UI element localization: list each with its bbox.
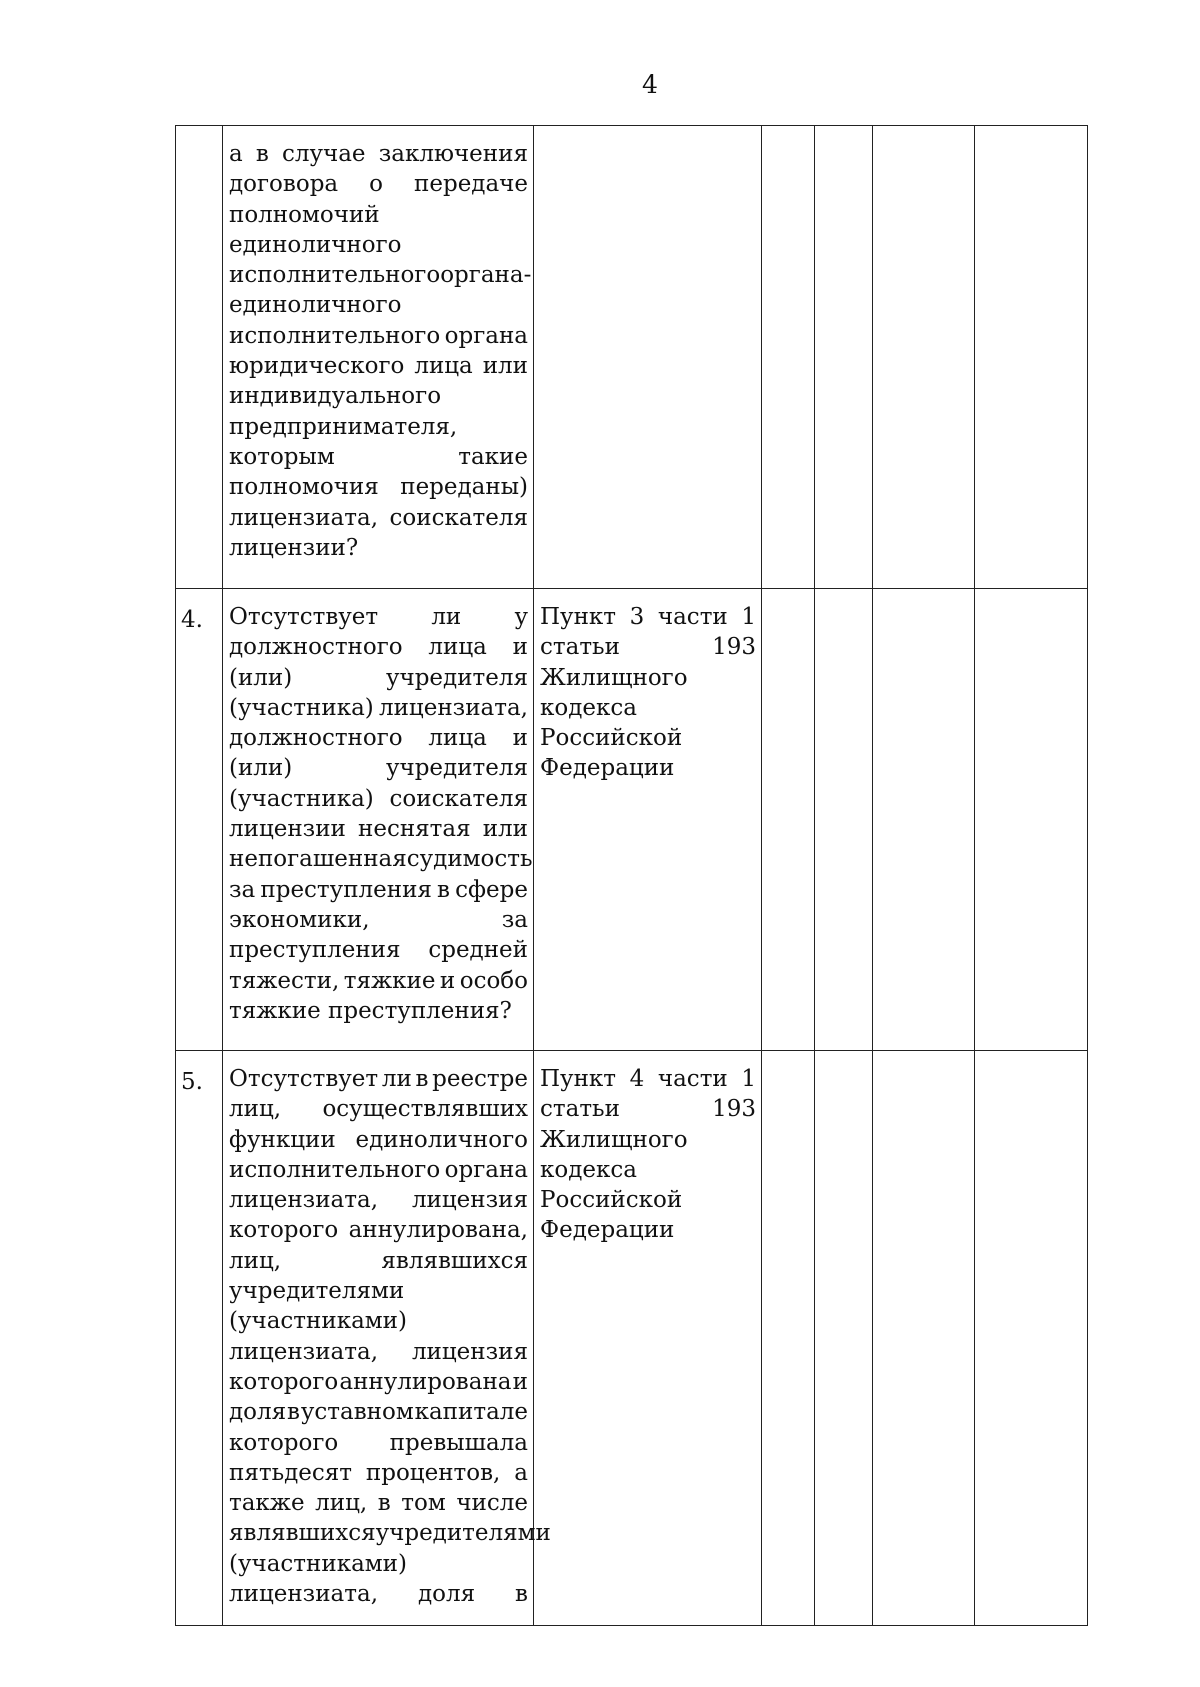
question-text-line: лицензии? xyxy=(229,534,359,561)
question-text-line: экономики, за xyxy=(229,906,528,933)
answer-cell-3 xyxy=(873,589,975,1051)
legal-basis-text-line: Российской xyxy=(540,1187,683,1214)
legal-basis-text-line: Пункт 3 части 1 xyxy=(540,604,756,630)
legal-basis-text-line: Жилищного xyxy=(540,1126,688,1153)
question-text-line: тяжести, тяжкие и особо xyxy=(229,967,528,994)
question-text-line: которого аннулирована, xyxy=(229,1217,528,1244)
question-text-line: непогашенная судимость xyxy=(229,846,533,873)
question-text-line: за преступления в сфере xyxy=(229,876,528,903)
question-text-line: (или) учредителя xyxy=(229,755,528,782)
question-text-line: функции единоличного xyxy=(229,1126,528,1153)
answer-cell-2 xyxy=(815,126,873,589)
checklist-table-body xyxy=(176,126,1088,1626)
question-text-line: пятьдесят процентов, а xyxy=(229,1459,528,1486)
question-text-line: лицензиата, соискателя xyxy=(229,504,528,531)
question-text-line: полномочия переданы) xyxy=(229,474,528,501)
table-row xyxy=(176,126,1088,589)
table-row xyxy=(176,589,1088,1051)
question-text-line: являвшихся учредителями xyxy=(229,1520,551,1547)
legal-basis-text-line: Российской xyxy=(540,725,683,752)
question-text-line: юридического лица или xyxy=(229,353,528,380)
question-text-line: которого превышала xyxy=(229,1429,528,1456)
question-text-line: исполнительного органа xyxy=(229,322,528,349)
question-text-line: лиц, являвшихся xyxy=(229,1247,528,1274)
question-text-line: (участниками) xyxy=(229,1308,407,1335)
question-text-line: (участника) соискателя xyxy=(229,785,528,812)
question-text-line: которого аннулирована и xyxy=(229,1368,528,1395)
question-text-line: доля в уставном капитале xyxy=(229,1399,528,1426)
question-text-line: а в случае заключения xyxy=(229,141,528,167)
question-text-line: единоличного xyxy=(229,231,402,258)
question-text-line: лицензиата, доля в xyxy=(229,1581,528,1608)
question-cell xyxy=(223,1051,551,1626)
question-text-line: должностного лица и xyxy=(229,725,528,752)
question-text-line: преступления средней xyxy=(229,937,528,964)
answer-cell-1 xyxy=(762,589,815,1051)
question-text-line: предпринимателя, xyxy=(229,413,458,440)
question-text-line: исполнительного органа - xyxy=(229,262,532,289)
page-number: 4 xyxy=(642,70,658,99)
question-text-line: тяжкие преступления? xyxy=(229,997,512,1024)
answer-cell-3 xyxy=(873,126,975,589)
question-text-line: Отсутствует ли в реестре xyxy=(229,1066,528,1092)
table-row xyxy=(176,1051,1088,1626)
legal-basis-text-line: статьи 193 xyxy=(540,1096,756,1123)
answer-cell-2 xyxy=(815,1051,873,1626)
question-text-line: лицензиата, лицензия xyxy=(229,1187,528,1214)
question-text-line: также лиц, в том числе xyxy=(229,1490,528,1517)
checklist-table xyxy=(175,125,1088,1626)
answer-cell-4 xyxy=(975,126,1088,589)
question-text-line: индивидуального xyxy=(229,383,442,410)
legal-basis-text-line: Федерации xyxy=(540,1217,675,1244)
question-text-line: договора о передаче xyxy=(229,171,528,198)
question-text-line: (или) учредителя xyxy=(229,664,528,691)
question-text-line: которым такие xyxy=(229,443,528,470)
answer-cell-2 xyxy=(815,589,873,1051)
question-text-line: Отсутствует ли у xyxy=(229,604,528,630)
legal-basis-text-line: Пункт 4 части 1 xyxy=(540,1066,756,1092)
question-text-line: исполнительного органа xyxy=(229,1156,528,1183)
question-text-line: лиц, осуществлявших xyxy=(229,1096,528,1123)
legal-basis-cell xyxy=(534,1051,762,1626)
row-number-cell: 4. xyxy=(176,589,223,1051)
answer-cell-3 xyxy=(873,1051,975,1626)
legal-basis-text-line: кодекса xyxy=(540,1156,637,1183)
legal-basis-text-line: Жилищного xyxy=(540,664,688,691)
question-text-line: полномочий xyxy=(229,201,380,228)
answer-cell-1 xyxy=(762,126,815,589)
legal-basis-cell xyxy=(534,126,762,589)
question-text-line: лицензиата, лицензия xyxy=(229,1338,528,1365)
legal-basis-text-line: Федерации xyxy=(540,755,675,782)
row-number-cell xyxy=(176,126,223,589)
question-text-line: лицензии неснятая или xyxy=(229,816,528,843)
legal-basis-text-line: статьи 193 xyxy=(540,634,756,661)
answer-cell-4 xyxy=(975,589,1088,1051)
question-text-line: (участника) лицензиата, xyxy=(229,694,528,721)
legal-basis-text-line: кодекса xyxy=(540,694,637,721)
question-text-line: (участниками) xyxy=(229,1550,407,1577)
question-text-line: должностного лица и xyxy=(229,634,528,661)
answer-cell-1 xyxy=(762,1051,815,1626)
question-cell xyxy=(223,589,534,1051)
question-cell xyxy=(223,126,534,589)
answer-cell-4 xyxy=(975,1051,1088,1626)
question-text-line: единоличного xyxy=(229,292,402,319)
question-text-line: учредителями xyxy=(229,1278,405,1305)
row-number-cell: 5. xyxy=(176,1051,223,1626)
legal-basis-cell xyxy=(534,589,762,1051)
